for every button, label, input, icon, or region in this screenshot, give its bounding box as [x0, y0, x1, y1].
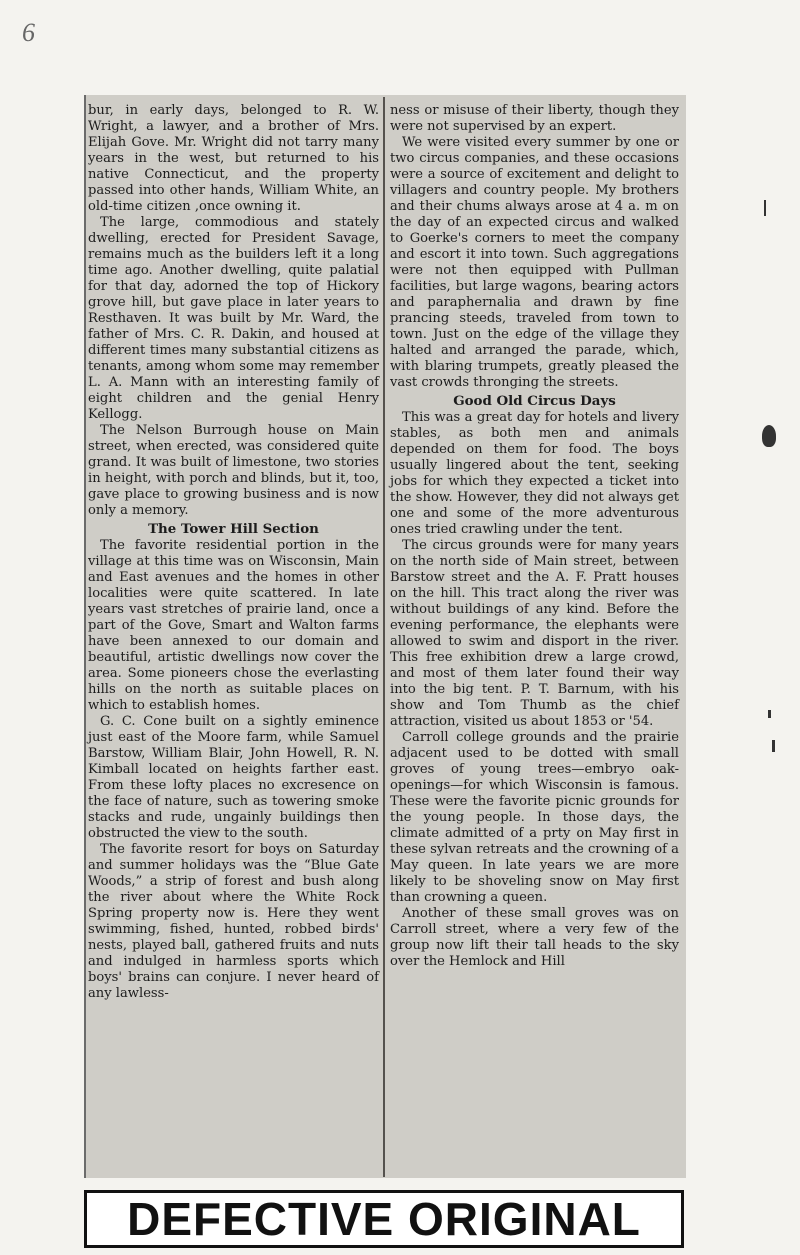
paragraph: The favorite resort for boys on Saturday and summer holidays was the “Blue Gate Woods,” a strip of forest and bush along the river about where the White Rock Spring property now is. Here they went swimming, fished, hunted, robbed birds' nests, played ball, gathered fruits and nuts and indulged in harmless sports which boys' brains can conjure. I never heard of any lawless- [88, 842, 379, 1001]
scan-speck [772, 740, 775, 752]
paragraph: Another of these small groves was on Carroll street, where a very few of the group now lift their tall heads to the sky over the Hemlock and Hill [390, 906, 679, 969]
paragraph: ness or misuse of their liberty, though they were not supervised by an expert. [390, 103, 679, 134]
page-number-mark: 6 [22, 18, 35, 47]
right-column [390, 103, 679, 970]
paragraph: The large, commodious and stately dwelling, erected for President Savage, remains much as the builders left it a long time ago. Another dwelling, quite palatial for that day, adorned the top of Hickory grove hill, but gave place in later years to Resthaven. It was built by Mr. Ward, the father of Mrs. C. R. Dakin, and housed at different times many substantial citizens as tenants, among whom some may remember L. A. Mann with an interesting family of eight children and the genial Henry Kellogg. [88, 215, 379, 422]
scan-speck [762, 425, 776, 447]
scan-speck [764, 200, 766, 216]
paragraph: Carroll college grounds and the prairie adjacent used to be dotted with small groves of young trees—embryo oak-openings—for which Wisconsin is famous. These were the favorite picnic grounds for the young people. In those days, the climate admitted of a prty on May first in these sylvan retreats and the crowning of a May queen. In late years we are more likely to be shoveling snow on May first than crowning a queen. [390, 730, 679, 905]
defective-original-banner [84, 1190, 684, 1248]
paragraph: G. C. Cone built on a sightly eminence just east of the Moore farm, while Samuel Barstow, William Blair, John Howell, R. N. Kimball located on heights farther east. From these lofty places no excresence on the face of nature, such as towering smoke stacks and rude, ungainly buildings then obstructed the view to the south. [88, 714, 379, 841]
paragraph: We were visited every summer by one or two circus companies, and these occasions were a source of excitement and delight to villagers and country people. My brothers and their chums always arose at 4 a. m on the day of an expected circus and walked to Goerke's corners to meet the company and escort it into town. Such aggregations were not then equipped with Pullman facilities, but large wagons, bearing actors and paraphernalia and drawn by fine prancing steeds, traveled from town to town. Just on the edge of the village they halted and arranged the parade, which, with blaring trumpets, greatly pleased the vast crowds thronging the streets. [390, 135, 679, 390]
section-heading: The Tower Hill Section [148, 521, 319, 537]
scan-speck [768, 710, 771, 718]
section-heading: Good Old Circus Days [453, 393, 616, 409]
paragraph: The circus grounds were for many years on the north side of Main street, between Barstow street and the A. F. Pratt houses on the hill. This tract along the river was without buildings of any kind. Before the evening performance, the elephants were allowed to swim and disport in the river. This free exhibition drew a large crowd, and most of them later found their way into the big tent. P. T. Barnum, with his show and Tom Thumb as the chief attraction, visited us about 1853 or '54. [390, 538, 679, 729]
paragraph: This was a great day for hotels and livery stables, as both men and animals depended on them for food. The boys usually lingered about the tent, seeking jobs for which they expected a ticket into the show. However, they did not always get one and some of the more adventurous ones tried crawling under the tent. [390, 410, 679, 537]
left-column [88, 103, 379, 1002]
column-divider [383, 97, 385, 1177]
paragraph: bur, in early days, belonged to R. W. Wright, a lawyer, and a brother of Mrs. Elijah Gove. Mr. Wright did not tarry many years in the west, but returned to his native Connecticut, and the property passed into other hands, William White, an old-time citizen ,once owning it. [88, 103, 379, 214]
paragraph: The Nelson Burrough house on Main street, when erected, was considered quite grand. It was built of limestone, two stories in height, with porch and blinds, but it, too, gave place to growing business and is now only a memory. [88, 423, 379, 518]
paragraph: The favorite residential portion in the village at this time was on Wisconsin, Main and East avenues and the homes in other localities were quite scattered. In late years vast stretches of prairie land, once a part of the Gove, Smart and Walton farms have been annexed to our domain and beautiful, artistic dwellings now cover the area. Some pioneers chose the everlasting hills on the north as suitable places on which to establish homes. [88, 538, 379, 713]
banner-text: DEFECTIVE ORIGINAL [127, 1193, 641, 1245]
